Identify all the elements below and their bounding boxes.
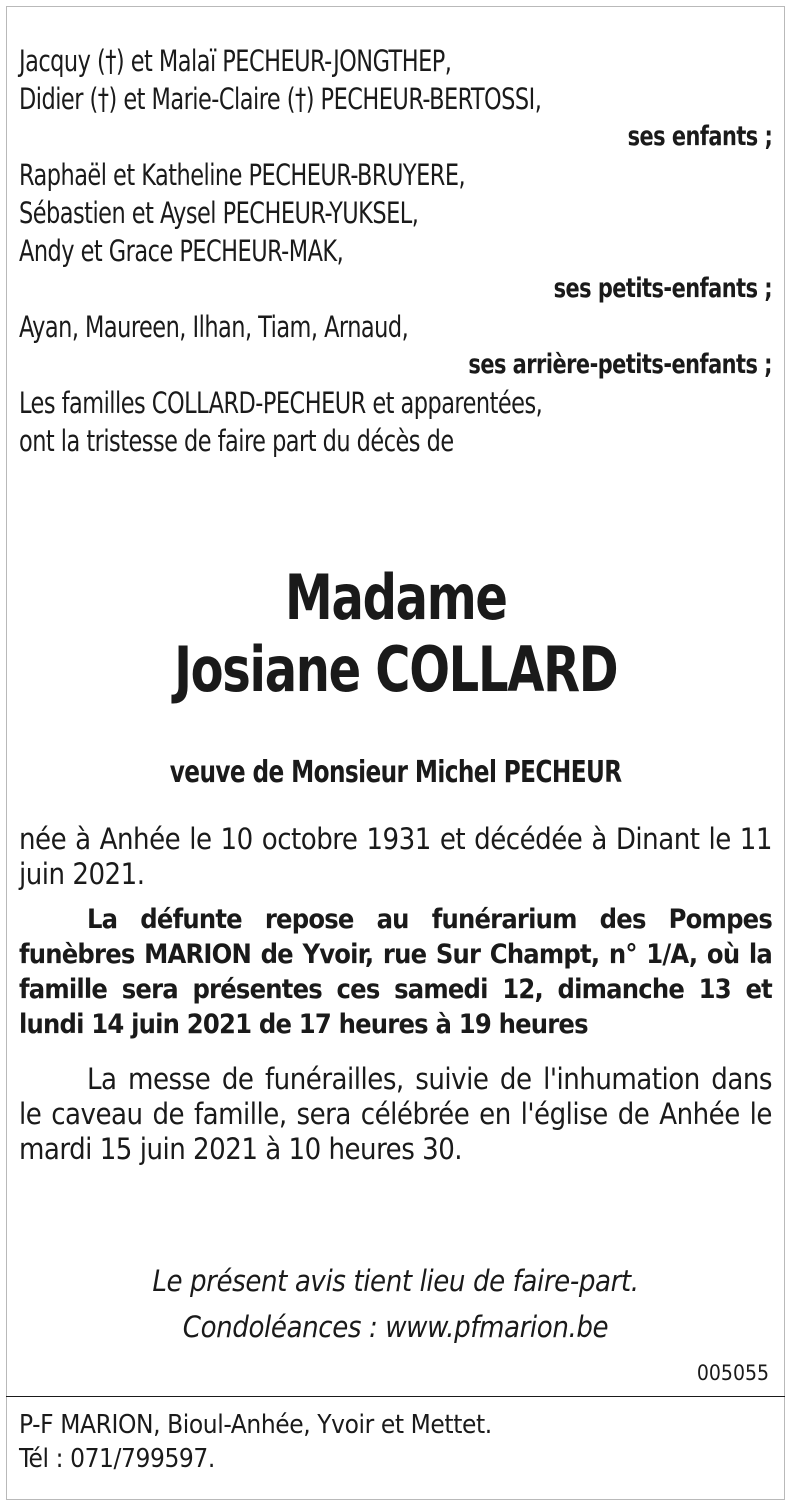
repose-paragraph: La défunte repose au funérarium des Pompes funèbres MARION de Yvoir, rue Sur Champt, n° 1/A, où la famille sera présentes ces samedi 12, dimanche 13 et lundi 14 juin 2021 de 17 heures à 19 heures (19, 904, 772, 1040)
footer (19, 1408, 492, 1476)
family-line: Ayan, Maureen, Ilhan, Tiam, Arnaud, (19, 310, 409, 344)
relation-label-children: ses enfants ; (627, 121, 772, 152)
notice-line-2: Condoléances : www.pfmarion.be (182, 1310, 609, 1344)
family-line: Jacquy (†) et Malaï PECHEUR-JONGTHEP, (19, 44, 452, 78)
footer-line-2: Tél : 071/799597. (19, 1444, 215, 1474)
relation-label-great-grandchildren: ses arrière-petits-enfants ; (468, 349, 772, 380)
relation-label-grandchildren: ses petits-enfants ; (553, 273, 772, 304)
mass-paragraph: La messe de funérailles, suivie de l'inhumation dans le caveau de famille, sera célébrée en l'église de Anhée le mardi 15 juin 2021 à 10 heures 30. (19, 1062, 772, 1166)
deceased-name: Josiane COLLARD (173, 633, 618, 706)
birth-death-paragraph: née à Anhée le 10 octobre 1931 et décédée à Dinant le 11 juin 2021. (19, 822, 772, 891)
notice-line-1: Le présent avis tient lieu de faire-part. (152, 1264, 639, 1298)
reference-number: 005055 (696, 1361, 769, 1385)
footer-line-1: P-F MARION, Bioul-Anhée, Yvoir et Mettet. (19, 1410, 492, 1440)
family-line: Andy et Grace PECHEUR-MAK, (19, 234, 344, 268)
family-line: Les familles COLLARD-PECHEUR et apparentées, (19, 386, 543, 420)
family-line: Didier (†) et Marie-Claire (†) PECHEUR-BERTOSSI, (19, 82, 542, 116)
divider (6, 1396, 785, 1397)
family-line: Raphaël et Katheline PECHEUR-BRUYERE, (19, 158, 466, 192)
family-line: Sébastien et Aysel PECHEUR-YUKSEL, (19, 196, 419, 230)
family-list (19, 42, 772, 460)
deceased-honorific: Madame (284, 561, 507, 634)
family-line: ont la tristesse de faire part du décès de (19, 424, 454, 458)
widow-of: veuve de Monsieur Michel PECHEUR (169, 755, 622, 790)
deceased-title (0, 562, 791, 706)
